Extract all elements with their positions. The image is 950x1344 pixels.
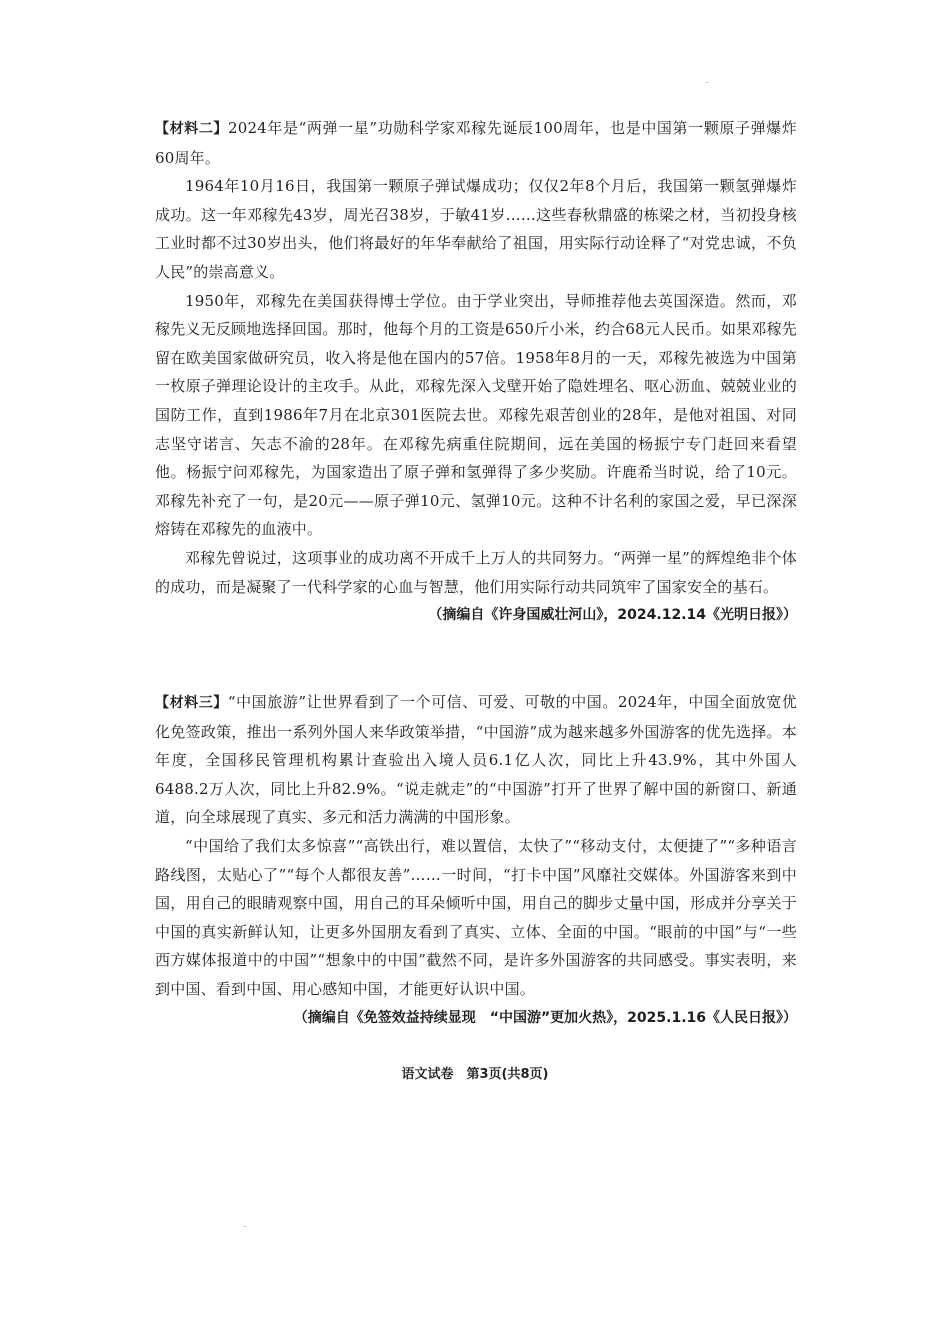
material-two-section (155, 114, 797, 629)
material-three-paragraph-2: “中国给了我们太多惊喜”“高铁出行，难以置信，太快了”“移动支付，太便捷了”“多种语言路线图，太贴心了”“每个人都很友善”……一时间，“打卡中国”风靡社交媒体。外国游客来到中国，用自己的眼睛观察中国，用自己的耳朵倾听中国，用自己的脚步丈量中国，形成并分享关于中国的真实新鲜认知，让更多外国朋友看到了真实、立体、全面的中国。“眼前的中国”与“一些西方媒体报道中的中国”“想象中的中国”截然不同，是许多外国游客的共同感受。事实表明，来到中国、看到中国、用心感知中国，才能更好认识中国。 (155, 836, 797, 998)
material-three-paragraph-1: “中国旅游”让世界看到了一个可信、可爱、可敬的中国。2024年，中国全面放宽优化免签政策，推出一系列外国人来华政策举措，“中国游”成为越来越多外国游客的优先选择。本年度，全国移民管理机构累计查验出入境人员6.1亿人次，同比上升43.9%，其中外国人6488.2万人次，同比上升82.9%。“说走就走”的“中国游”打开了世界了解中国的新窗口、新通道，向全球展现了真实、多元和活力满满的中国形象。 (155, 693, 797, 827)
material-two-paragraph-4: 邓稼先曾说过，这项事业的成功离不开成千上万人的共同努力。“两弹一星”的辉煌绝非个体的成功，而是凝聚了一代科学家的心血与智慧，他们用实际行动共同筑牢了国家安全的基石。 (155, 548, 797, 596)
material-three-source: （摘编自《免签效益持续显现 “中国游”更加火热》，2025.1.16《人民日报》） (293, 1009, 797, 1026)
material-two-paragraph-1: 2024年是“两弹一星”功勋科学家邓稼先诞辰100周年，也是中国第一颗原子弹爆炸60周年。 (155, 119, 797, 167)
scan-speck (706, 82, 708, 83)
material-two-label: 【材料二】 (155, 121, 229, 137)
material-two-source: （摘编自《许身国威壮河山》，2024.12.14《光明日报》） (428, 607, 797, 624)
scan-speck (244, 1226, 246, 1227)
material-two-paragraph-3: 1950年，邓稼先在美国获得博士学位。由于学业突出，导师推荐他去英国深造。然而，邓稼先义无反顾地选择回国。那时，他每个月的工资是650斤小米，约合68元人民币。如果邓稼先留在欧美国家做研究员，收入将是他在国内的57倍。1958年8月的一天，邓稼先被选为中国第一枚原子弹理论设计的主攻手。从此，邓稼先深入戈壁开始了隐姓埋名、呕心沥血、兢兢业业的国防工作，直到1986年7月在北京301医院去世。邓稼先艰苦创业的28年，是他对祖国、对同志坚守诺言、矢志不渝的28年。在邓稼先病重住院期间，远在美国的杨振宁专门赶回来看望他。杨振宁问邓稼先，为国家造出了原子弹和氢弹得了多少奖励。许鹿希当时说，给了10元。邓稼先补充了一句，是20元——原子弹10元、氢弹10元。这种不计名利的家国之爱，早已深深熔铸在邓稼先的血液中。 (155, 291, 797, 539)
page-footer: 语文试卷 第3页(共8页) (401, 1067, 549, 1082)
material-three-intro-paragraph (155, 688, 797, 832)
material-three-label: 【材料三】 (155, 695, 228, 711)
material-three-section (155, 688, 797, 1032)
material-two-intro-paragraph (155, 114, 797, 172)
material-two-paragraph-2: 1964年10月16日，我国第一颗原子弹试爆成功；仅仅2年8个月后，我国第一颗氢弹爆炸成功。这一年邓稼先43岁，周光召38岁，于敏41岁……这些春秋鼎盛的栋梁之材，当初投身核工业时都不过30岁出头，他们将最好的年华奉献给了祖国，用实际行动诠释了“对党忠诚，不负人民”的崇高意义。 (155, 177, 797, 281)
